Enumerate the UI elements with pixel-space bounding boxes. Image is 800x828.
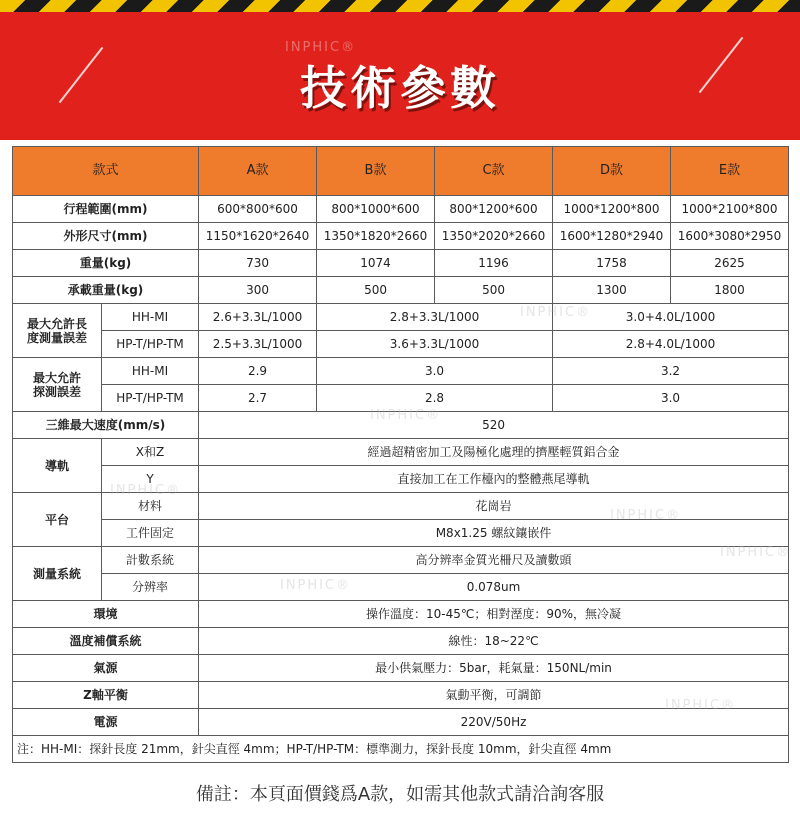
cell: 1600*3080*2950 xyxy=(671,223,789,250)
model-cell: HH-MI xyxy=(102,304,199,331)
cell: 1300 xyxy=(553,277,671,304)
label-line: 最大允許 xyxy=(32,370,81,385)
row-label: 氣源 xyxy=(13,655,199,682)
row-label: 環境 xyxy=(13,601,199,628)
cell: 300 xyxy=(199,277,317,304)
label-line: 探測誤差 xyxy=(32,384,81,399)
cell: 0.078um xyxy=(199,574,789,601)
cell: 2.5+3.3L/1000 xyxy=(199,331,317,358)
row-label-mpe xyxy=(13,304,102,358)
table-row xyxy=(13,250,789,277)
cell: 經過超精密加工及陽極化處理的擠壓輕質鋁合金 xyxy=(199,439,789,466)
title-banner xyxy=(0,0,800,140)
label-line: 度測量誤差 xyxy=(26,330,87,345)
row-label: 平台 xyxy=(13,493,102,547)
row-label: 電源 xyxy=(13,709,199,736)
header-a: A款 xyxy=(199,147,317,196)
table-row xyxy=(13,385,789,412)
cell: 直接加工在工作檯內的整體燕尾導軌 xyxy=(199,466,789,493)
row-label: Z軸平衡 xyxy=(13,682,199,709)
header-e: E款 xyxy=(671,147,789,196)
cell: 1000*2100*800 xyxy=(671,196,789,223)
cell: 1196 xyxy=(435,250,553,277)
sub-label: X和Z xyxy=(102,439,199,466)
model-cell: HP-T/HP-TM xyxy=(102,331,199,358)
cell: 800*1200*600 xyxy=(435,196,553,223)
header-row xyxy=(13,147,789,196)
table-row xyxy=(13,223,789,250)
sub-label: Y xyxy=(102,466,199,493)
cell: 3.2 xyxy=(553,358,789,385)
model-cell: HH-MI xyxy=(102,358,199,385)
row-label: 測量系統 xyxy=(13,547,102,601)
row-label: 溫度補償系統 xyxy=(13,628,199,655)
row-label-probe xyxy=(13,358,102,412)
table-row xyxy=(13,547,789,574)
table-row xyxy=(13,628,789,655)
label-line: 最大允許長 xyxy=(26,316,87,331)
cell: 操作溫度：10-45℃；相對溼度：90%，無冷凝 xyxy=(199,601,789,628)
row-label: 重量(kg) xyxy=(13,250,199,277)
cell: 3.0 xyxy=(553,385,789,412)
cell: 730 xyxy=(199,250,317,277)
cell: 1000*1200*800 xyxy=(553,196,671,223)
cell: 1074 xyxy=(317,250,435,277)
hazard-stripe xyxy=(0,0,800,12)
table-row xyxy=(13,493,789,520)
table-note: 注：HH-MI：探針長度 21mm，針尖直徑 4mm；HP-T/HP-TM：標準測力，探針長度 10mm，針尖直徑 4mm xyxy=(13,736,789,763)
table-row xyxy=(13,520,789,547)
cell: 500 xyxy=(317,277,435,304)
cell: 220V/50Hz xyxy=(199,709,789,736)
watermark: INPHIC® xyxy=(520,305,592,320)
cell: 800*1000*600 xyxy=(317,196,435,223)
cell: 3.0 xyxy=(317,358,553,385)
cell: 2.8 xyxy=(317,385,553,412)
cell: 花崗岩 xyxy=(199,493,789,520)
model-cell: HP-T/HP-TM xyxy=(102,385,199,412)
footer-remark: 備註：本頁面價錢爲A款，如需其他款式請洽詢客服 xyxy=(195,784,605,805)
cell: 氣動平衡，可調節 xyxy=(199,682,789,709)
table-row xyxy=(13,682,789,709)
sub-label: 工件固定 xyxy=(102,520,199,547)
watermark: INPHIC® xyxy=(665,698,737,713)
table-row xyxy=(13,412,789,439)
cell: 線性：18~22℃ xyxy=(199,628,789,655)
header-model: 款式 xyxy=(13,147,199,196)
watermark: INPHIC® xyxy=(285,40,357,55)
sub-label: 計數系統 xyxy=(102,547,199,574)
row-label: 三維最大速度(mm/s) xyxy=(13,412,199,439)
watermark: INPHIC® xyxy=(370,408,442,423)
cell: 1758 xyxy=(553,250,671,277)
spec-table xyxy=(12,146,792,763)
cell: 1800 xyxy=(671,277,789,304)
cell: M8x1.25 螺紋鑲嵌件 xyxy=(199,520,789,547)
cell: 最小供氣壓力：5bar，耗氣量：150NL/min xyxy=(199,655,789,682)
table-row xyxy=(13,358,789,385)
table-row xyxy=(13,439,789,466)
cell: 2625 xyxy=(671,250,789,277)
table-row xyxy=(13,277,789,304)
watermark: INPHIC® xyxy=(610,508,682,523)
cell: 3.6+3.3L/1000 xyxy=(317,331,553,358)
table-row xyxy=(13,304,789,331)
watermark: INPHIC® xyxy=(280,578,352,593)
cell: 2.7 xyxy=(199,385,317,412)
cell: 2.6+3.3L/1000 xyxy=(199,304,317,331)
cell: 1150*1620*2640 xyxy=(199,223,317,250)
cell: 高分辨率金質光柵尺及讀數頭 xyxy=(199,547,789,574)
cell: 3.0+4.0L/1000 xyxy=(553,304,789,331)
spec-table-wrapper xyxy=(12,146,788,763)
cell: 500 xyxy=(435,277,553,304)
row-label: 承載重量(kg) xyxy=(13,277,199,304)
cell: 1350*1820*2660 xyxy=(317,223,435,250)
cell: 2.8+4.0L/1000 xyxy=(553,331,789,358)
table-row xyxy=(13,574,789,601)
watermark: INPHIC® xyxy=(110,483,182,498)
cell: 1350*2020*2660 xyxy=(435,223,553,250)
table-row xyxy=(13,655,789,682)
row-label: 外形尺寸(mm) xyxy=(13,223,199,250)
table-row xyxy=(13,196,789,223)
watermark: INPHIC® xyxy=(720,545,792,560)
header-c: C款 xyxy=(435,147,553,196)
table-row xyxy=(13,466,789,493)
note-row xyxy=(13,736,789,763)
cell: 600*800*600 xyxy=(199,196,317,223)
table-row xyxy=(13,601,789,628)
cell: 2.8+3.3L/1000 xyxy=(317,304,553,331)
cell: 520 xyxy=(199,412,789,439)
row-label: 導軌 xyxy=(13,439,102,493)
cell: 2.9 xyxy=(199,358,317,385)
row-label: 行程範圍(mm) xyxy=(13,196,199,223)
table-row xyxy=(13,331,789,358)
cell: 1600*1280*2940 xyxy=(553,223,671,250)
sub-label: 分辨率 xyxy=(102,574,199,601)
page-title: 技術參數 xyxy=(300,61,500,115)
header-d: D款 xyxy=(553,147,671,196)
table-row xyxy=(13,709,789,736)
sub-label: 材料 xyxy=(102,493,199,520)
header-b: B款 xyxy=(317,147,435,196)
